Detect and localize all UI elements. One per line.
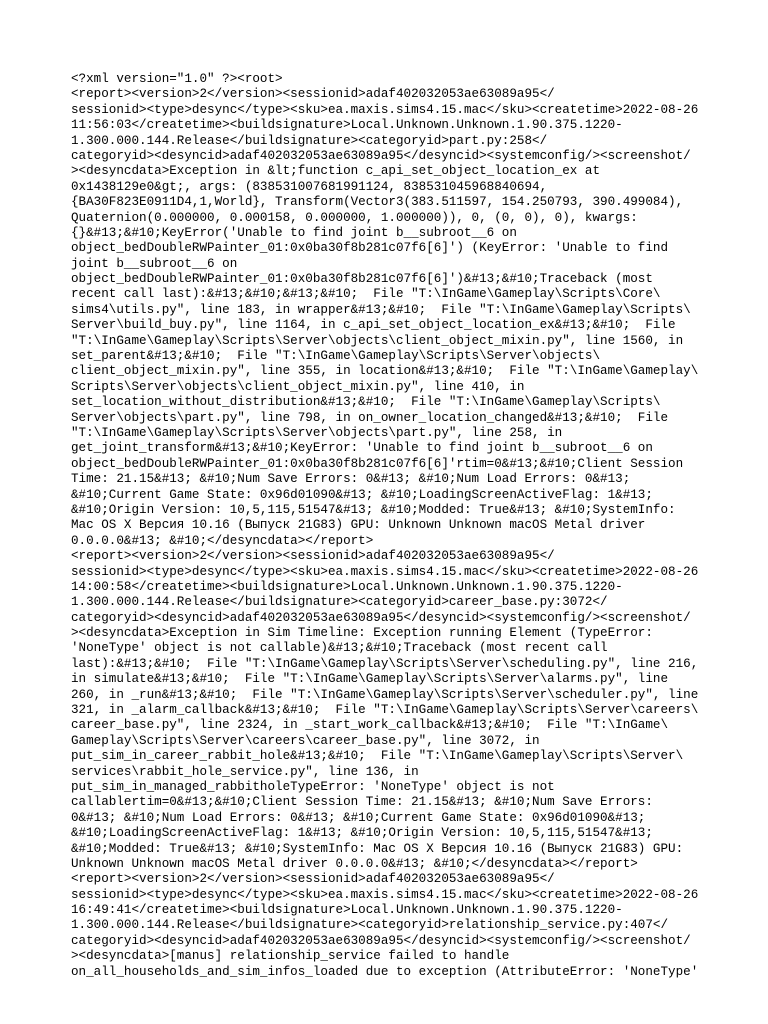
log-line: 0&#13; &#10;Num Load Errors: 0&#13; &#10;Current Game State: 0x96d01090&#13; — [71, 810, 646, 825]
log-line: {}&#13;&#10;KeyError('Unable to find joint b__subroot__6 on — [71, 225, 517, 240]
log-line: 1.300.000.144.Release</buildsignature><categoryid>part.py:258</ — [71, 133, 548, 148]
log-line: get_joint_transform&#13;&#10;KeyError: 'Unable to find joint b__subroot__6 on — [71, 441, 653, 456]
log-line: set_parent&#13;&#10; File "T:\InGame\Gameplay\Scripts\Server\objects\ — [71, 349, 601, 364]
log-line: Time: 21.15&#13; &#10;Num Save Errors: 0&#13; &#10;Num Load Errors: 0&#13; — [71, 472, 631, 487]
log-line: put_sim_in_career_rabbit_hole&#13;&#10; File "T:\InGame\Gameplay\Scripts\Server\ — [71, 749, 684, 764]
log-line: 16:49:41</createtime><buildsignature>Local.Unknown.Unknown.1.90.375.1220- — [71, 903, 623, 918]
log-line: Mac OS X Версия 10.16 (Выпуск 21G83) GPU: Unknown Unknown macOS Metal driver — [71, 518, 646, 533]
log-line: services\rabbit_hole_service.py", line 136, in — [71, 764, 419, 779]
log-line: Quaternion(0.000000, 0.000158, 0.000000, 1.000000)), 0, (0, 0), 0), kwargs: — [71, 210, 638, 225]
log-line: &#10;Current Game State: 0x96d01090&#13; &#10;LoadingScreenActiveFlag: 1&#13; — [71, 487, 653, 502]
log-line: on_all_households_and_sim_infos_loaded due to exception (AttributeError: 'NoneType' — [71, 964, 699, 979]
log-line: recent call last):&#13;&#10;&#13;&#10; File "T:\InGame\Gameplay\Scripts\Core\ — [71, 287, 661, 302]
log-line: last):&#13;&#10; File "T:\InGame\Gameplay\Scripts\Server\scheduling.py", line 216, — [71, 656, 699, 671]
log-line: ><desyncdata>Exception in &lt;function c_api_set_object_location_ex at — [71, 164, 601, 179]
log-line: 'NoneType' object is not callable)&#13;&#10;Traceback (most recent call — [71, 641, 608, 656]
log-line: object_bedDoubleRWPainter_01:0x0ba30f8b281c07f6[6]')&#13;&#10;Traceback (most — [71, 272, 653, 287]
log-line: <?xml version="1.0" ?><root> — [71, 72, 283, 86]
log-line: ><desyncdata>Exception in Sim Timeline: Exception running Element (TypeError: — [71, 626, 653, 641]
log-line: Unknown Unknown macOS Metal driver 0.0.0.0&#13; &#10;</desyncdata></report> — [71, 856, 638, 871]
log-line: {BA30F823E0911D4,1,World}, Transform(Vector3(383.511597, 154.250793, 390.499084), — [71, 195, 684, 210]
log-line: categoryid><desyncid>adaf402032053ae63089a95</desyncid><systemconfig/><screenshot/ — [71, 933, 691, 948]
log-line: 1.300.000.144.Release</buildsignature><categoryid>relationship_service.py:407</ — [71, 918, 669, 933]
log-line: &#10;Modded: True&#13; &#10;SystemInfo: Mac OS X Версия 10.16 (Выпуск 21G83) GPU: — [71, 841, 684, 856]
log-line: Server\objects\part.py", line 798, in on_owner_location_changed&#13;&#10; File — [71, 410, 669, 425]
log-line: 14:00:58</createtime><buildsignature>Local.Unknown.Unknown.1.90.375.1220- — [71, 579, 623, 594]
log-line: object_bedDoubleRWPainter_01:0x0ba30f8b281c07f6[6]') (KeyError: 'Unable to find — [71, 241, 669, 256]
log-line: sessionid><type>desync</type><sku>ea.maxis.sims4.15.mac</sku><createtime>2022-08-26 — [71, 102, 699, 117]
log-line: <report><version>2</version><sessionid>adaf402032053ae63089a95</ — [71, 87, 555, 102]
log-line: <report><version>2</version><sessionid>adaf402032053ae63089a95</ — [71, 549, 555, 564]
log-line: sessionid><type>desync</type><sku>ea.maxis.sims4.15.mac</sku><createtime>2022-08-26 — [71, 564, 699, 579]
log-line: client_object_mixin.py", line 355, in location&#13;&#10; File "T:\InGame\Gameplay\ — [71, 364, 699, 379]
log-line: "T:\InGame\Gameplay\Scripts\Server\objects\part.py", line 258, in — [71, 425, 563, 440]
log-line: 11:56:03</createtime><buildsignature>Local.Unknown.Unknown.1.90.375.1220- — [71, 118, 623, 133]
log-line: in simulate&#13;&#10; File "T:\InGame\Gameplay\Scripts\Server\alarms.py", line — [71, 672, 669, 687]
log-line: sessionid><type>desync</type><sku>ea.maxis.sims4.15.mac</sku><createtime>2022-08-26 — [71, 887, 699, 902]
log-line: categoryid><desyncid>adaf402032053ae63089a95</desyncid><systemconfig/><screenshot/ — [71, 148, 691, 163]
log-line: 0x1438129e0&gt;, args: (838531007681991124, 838531045968840694, — [71, 179, 548, 194]
log-line: <report><version>2</version><sessionid>adaf402032053ae63089a95</ — [71, 872, 555, 887]
log-line: callablertim=0&#13;&#10;Client Session Time: 21.15&#13; &#10;Num Save Errors: — [71, 795, 653, 810]
log-line: 0.0.0.0&#13; &#10;</desyncdata></report> — [71, 533, 374, 548]
log-line: Gameplay\Scripts\Server\careers\career_base.py", line 3072, in — [71, 733, 540, 748]
log-line: sims4\utils.py", line 183, in wrapper&#13;&#10; File "T:\InGame\Gameplay\Scripts\ — [71, 302, 691, 317]
log-line: set_location_without_distribution&#13;&#10; File "T:\InGame\Gameplay\Scripts\ — [71, 395, 661, 410]
log-line: object_bedDoubleRWPainter_01:0x0ba30f8b281c07f6[6]'rtim=0&#13;&#10;Client Session — [71, 456, 684, 471]
log-line: joint b__subroot__6 on — [71, 256, 238, 271]
log-line: 321, in _alarm_callback&#13;&#10; File "T:\InGame\Gameplay\Scripts\Server\careers\ — [71, 703, 699, 718]
log-line: Scripts\Server\objects\client_object_mixin.py", line 410, in — [71, 379, 525, 394]
log-line: ><desyncdata>[manus] relationship_service failed to handle — [71, 949, 510, 964]
log-line: 260, in _run&#13;&#10; File "T:\InGame\Gameplay\Scripts\Server\scheduler.py", line — [71, 687, 699, 702]
log-line: &#10;LoadingScreenActiveFlag: 1&#13; &#10;Origin Version: 10,5,115,51547&#13; — [71, 826, 653, 841]
log-line: &#10;Origin Version: 10,5,115,51547&#13; &#10;Modded: True&#13; &#10;SystemInfo: — [71, 502, 676, 517]
log-line: Server\build_buy.py", line 1164, in c_api_set_object_location_ex&#13;&#10; File — [71, 318, 676, 333]
log-line: categoryid><desyncid>adaf402032053ae63089a95</desyncid><systemconfig/><screenshot/ — [71, 610, 691, 625]
log-line: "T:\InGame\Gameplay\Scripts\Server\objects\client_object_mixin.py", line 1560, in — [71, 333, 684, 348]
log-line: put_sim_in_managed_rabbitholeTypeError: 'NoneType' object is not — [71, 779, 555, 794]
log-line: 1.300.000.144.Release</buildsignature><categoryid>career_base.py:3072</ — [71, 595, 608, 610]
xml-log-text — [71, 72, 701, 980]
log-line: career_base.py", line 2324, in _start_work_callback&#13;&#10; File "T:\InGame\ — [71, 718, 669, 733]
